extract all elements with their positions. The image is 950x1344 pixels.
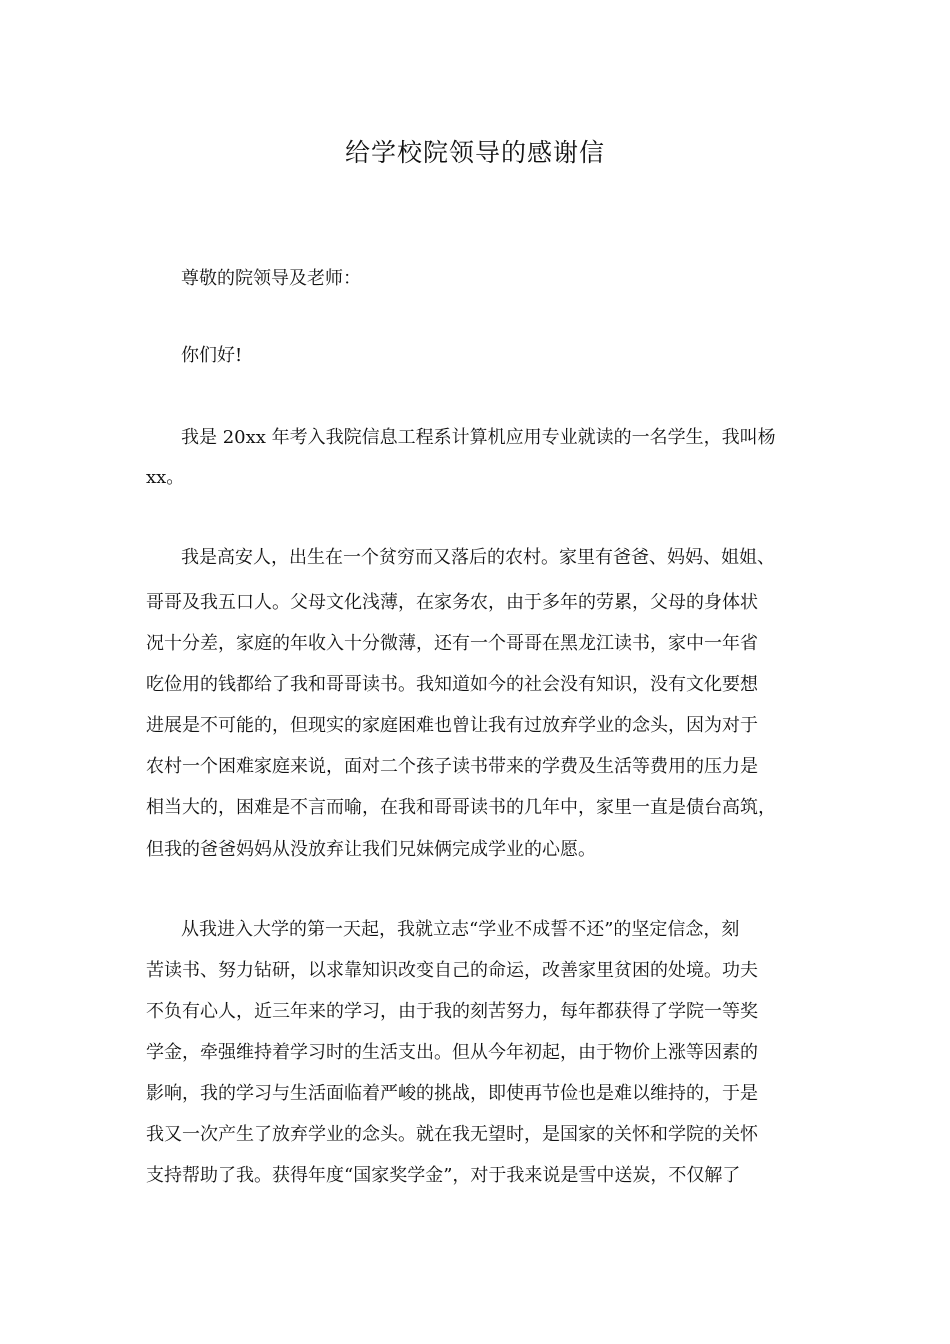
paragraph-3-line-1: 从我进入大学的第一天起，我就立志“学业不成誓不还”的坚定信念，刻 [181, 919, 740, 940]
paragraph-3-line-4: 学金，牵强维持着学习时的生活支出。但从今年初起，由于物价上涨等因素的 [146, 1042, 758, 1063]
paragraph-3-line-6: 我又一次产生了放弃学业的念头。就在我无望时，是国家的关怀和学院的关怀 [146, 1124, 758, 1145]
paragraph-2-line-8: 但我的爸爸妈妈从没放弃让我们兄妹俩完成学业的心愿。 [146, 839, 596, 860]
paragraph-3-line-3: 不负有心人，近三年来的学习，由于我的刻苦努力，每年都获得了学院一等奖 [146, 1001, 758, 1022]
paragraph-2-line-6: 农村一个困难家庭来说，面对二个孩子读书带来的学费及生活等费用的压力是 [146, 756, 758, 777]
paragraph-2-line-2: 哥哥及我五口人。父母文化浅薄，在家务农，由于多年的劳累，父母的身体状 [146, 592, 758, 613]
paragraph-3-line-5: 影响，我的学习与生活面临着严峻的挑战，即使再节俭也是难以维持的，于是 [146, 1083, 758, 1104]
paragraph-1-line-1: 我是 20xx 年考入我院信息工程系计算机应用专业就读的一名学生，我叫杨 [181, 427, 776, 448]
paragraph-2-line-1: 我是高安人，出生在一个贫穷而又落后的农村。家里有爸爸、妈妈、姐姐、 [181, 547, 775, 568]
document-title: 给学校院领导的感谢信 [344, 138, 605, 167]
paragraph-2-line-5: 进展是不可能的，但现实的家庭困难也曾让我有过放弃学业的念头，因为对于 [146, 715, 758, 736]
paragraph-1-line-2: xx。 [146, 467, 185, 488]
paragraph-3-line-2: 苦读书、努力钻研，以求靠知识改变自己的命运，改善家里贫困的处境。功夫 [146, 960, 758, 981]
salutation: 尊敬的院领导及老师： [181, 268, 361, 289]
paragraph-3-line-7: 支持帮助了我。获得年度“国家奖学金”，对于我来说是雪中送炭，不仅解了 [146, 1165, 741, 1186]
greeting: 你们好! [181, 345, 243, 366]
paragraph-2-line-7: 相当大的，困难是不言而喻，在我和哥哥读书的几年中，家里一直是债台高筑， [146, 797, 776, 818]
paragraph-2-line-4: 吃俭用的钱都给了我和哥哥读书。我知道如今的社会没有知识，没有文化要想 [146, 674, 758, 695]
paragraph-2-line-3: 况十分差，家庭的年收入十分微薄，还有一个哥哥在黑龙江读书，家中一年省 [146, 633, 758, 654]
